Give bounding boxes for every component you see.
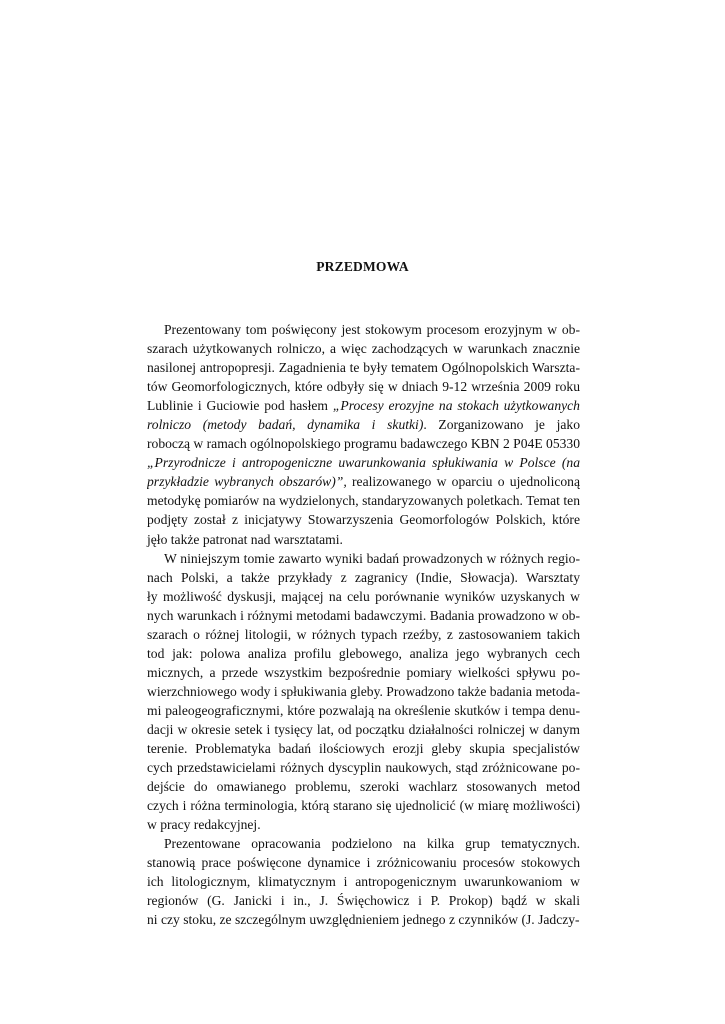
text-line <box>147 339 580 358</box>
paragraph <box>147 549 580 835</box>
text-line <box>147 434 580 453</box>
text-segment: W niniejszym tomie zawarto wyniki badań prowadzonych w różnych regio- <box>164 550 580 566</box>
text-segment: . Zorganizowano je jako <box>423 417 580 433</box>
italic-text-segment: „Procesy erozyjne na stokach użytkowanych <box>332 398 580 414</box>
text-line <box>147 739 580 758</box>
text-line <box>147 910 580 929</box>
italic-text-segment: rolniczo (metody badań, dynamika i skutki) <box>147 417 424 433</box>
text-line <box>147 682 580 701</box>
text-line <box>147 530 580 549</box>
text-segment: dacji w okresie setek i tysięcy lat, od początku działalności rolniczej w danym <box>147 721 580 737</box>
paragraph <box>147 320 580 549</box>
text-line <box>147 606 580 625</box>
body-text <box>147 320 580 930</box>
text-line <box>147 568 580 587</box>
text-segment: nach Polski, a także przykłady z zagranicy (Indie, Słowacja). Warsztaty <box>147 569 580 585</box>
text-segment: ich litologicznym, klimatycznym i antropogenicznym uwarunkowaniom w <box>147 874 580 890</box>
page-title: PRZEDMOWA <box>316 259 409 274</box>
text-segment: stanowią prace poświęcone dynamice i zróżnicowaniu procesów stokowych <box>147 855 580 871</box>
text-line <box>147 891 580 910</box>
paragraph <box>147 834 580 929</box>
text-segment: realizowanego w oparciu o ujednoliconą <box>346 474 580 490</box>
italic-text-segment: przykładzie wybranych obszarów)”, <box>147 474 347 490</box>
text-segment: szarach użytkowanych rolniczo, a więc zachodzących w warunkach znacznie <box>147 341 580 357</box>
text-line <box>147 720 580 739</box>
text-segment: ni czy stoku, ze szczególnym uwzględnieniem jednego z czynników (J. Jadczy- <box>147 912 580 928</box>
text-line <box>147 625 580 644</box>
text-line <box>147 701 580 720</box>
text-segment: szarach o różnej litologii, w różnych typach rzeźby, z zastosowaniem takich <box>147 626 580 642</box>
text-segment: metodykę pomiarów na wydzielonych, standaryzowanych poletkach. Temat ten <box>147 493 580 509</box>
text-line <box>147 472 580 491</box>
text-segment: roboczą w ramach ogólnopolskiego programu badawczego KBN 2 P04E 05330 <box>147 436 580 452</box>
text-segment: regionów (G. Janicki i in., J. Święchowicz i P. Prokop) bądź w skali <box>147 893 580 909</box>
text-line <box>147 758 580 777</box>
text-line <box>147 453 580 472</box>
text-line <box>147 358 580 377</box>
text-segment: tów Geomorfologicznych, które odbyły się w dniach 9-12 września 2009 roku <box>147 379 580 395</box>
text-line <box>147 491 580 510</box>
text-segment: micznych, a przede wszystkim bezpośrednie pomiary wielkości spływu po- <box>147 664 580 680</box>
text-segment: ły możliwość dyskusji, mającej na celu porównanie wyników uzyskanych w <box>147 588 580 604</box>
text-line <box>147 587 580 606</box>
text-segment: mi paleogeograficznymi, które pozwalają na określenie skutków i tempa denu- <box>147 702 580 718</box>
text-segment: nych warunkach i różnymi metodami badawczymi. Badania prowadzono w ob- <box>147 607 580 623</box>
text-line <box>147 834 580 853</box>
text-line <box>147 320 580 339</box>
text-segment: cych przedstawicielami różnych dyscyplin naukowych, stąd zróżnicowane po- <box>147 760 580 776</box>
text-segment: dejście do omawianego problemu, szeroki wachlarz stosowanych metod <box>147 779 580 795</box>
text-line <box>147 796 580 815</box>
text-segment: podjęty został z inicjatywy Stowarzyszenia Geomorfologów Polskich, które <box>147 512 580 528</box>
text-line <box>147 853 580 872</box>
text-line <box>147 415 580 434</box>
text-segment: terenie. Problematyka badań ilościowych erozji gleby skupia specjalistów <box>147 741 580 757</box>
text-line <box>147 549 580 568</box>
text-segment: Prezentowane opracowania podzielono na kilka grup tematycznych. <box>164 836 580 852</box>
text-line <box>147 644 580 663</box>
text-segment: nasilonej antropopresji. Zagadnienia te były tematem Ogólnopolskich Warszta- <box>147 360 580 376</box>
text-segment: Lublinie i Guciowie pod hasłem <box>147 398 333 414</box>
text-line <box>147 663 580 682</box>
text-segment: wierzchniowego wody i spłukiwania gleby. Prowadzono także badania metoda- <box>147 683 580 699</box>
text-segment: tod jak: polowa analiza profilu glebowego, analiza jego wybranych cech <box>147 645 580 661</box>
text-segment: Prezentowany tom poświęcony jest stokowym procesom erozyjnym w ob- <box>164 322 580 337</box>
text-line <box>147 396 580 415</box>
text-line <box>147 815 580 834</box>
text-segment: czych i różna terminologia, którą starano się ujednolicić (w miarę możliwości) <box>147 798 580 814</box>
text-line <box>147 377 580 396</box>
text-segment: w pracy redakcyjnej. <box>147 817 261 833</box>
text-segment: jęło także patronat nad warsztatami. <box>147 531 343 547</box>
italic-text-segment: „Przyrodnicze i antropogeniczne uwarunkowania spłukiwania w Polsce (na <box>147 455 580 471</box>
text-line <box>147 872 580 891</box>
text-line <box>147 510 580 529</box>
text-line <box>147 777 580 796</box>
